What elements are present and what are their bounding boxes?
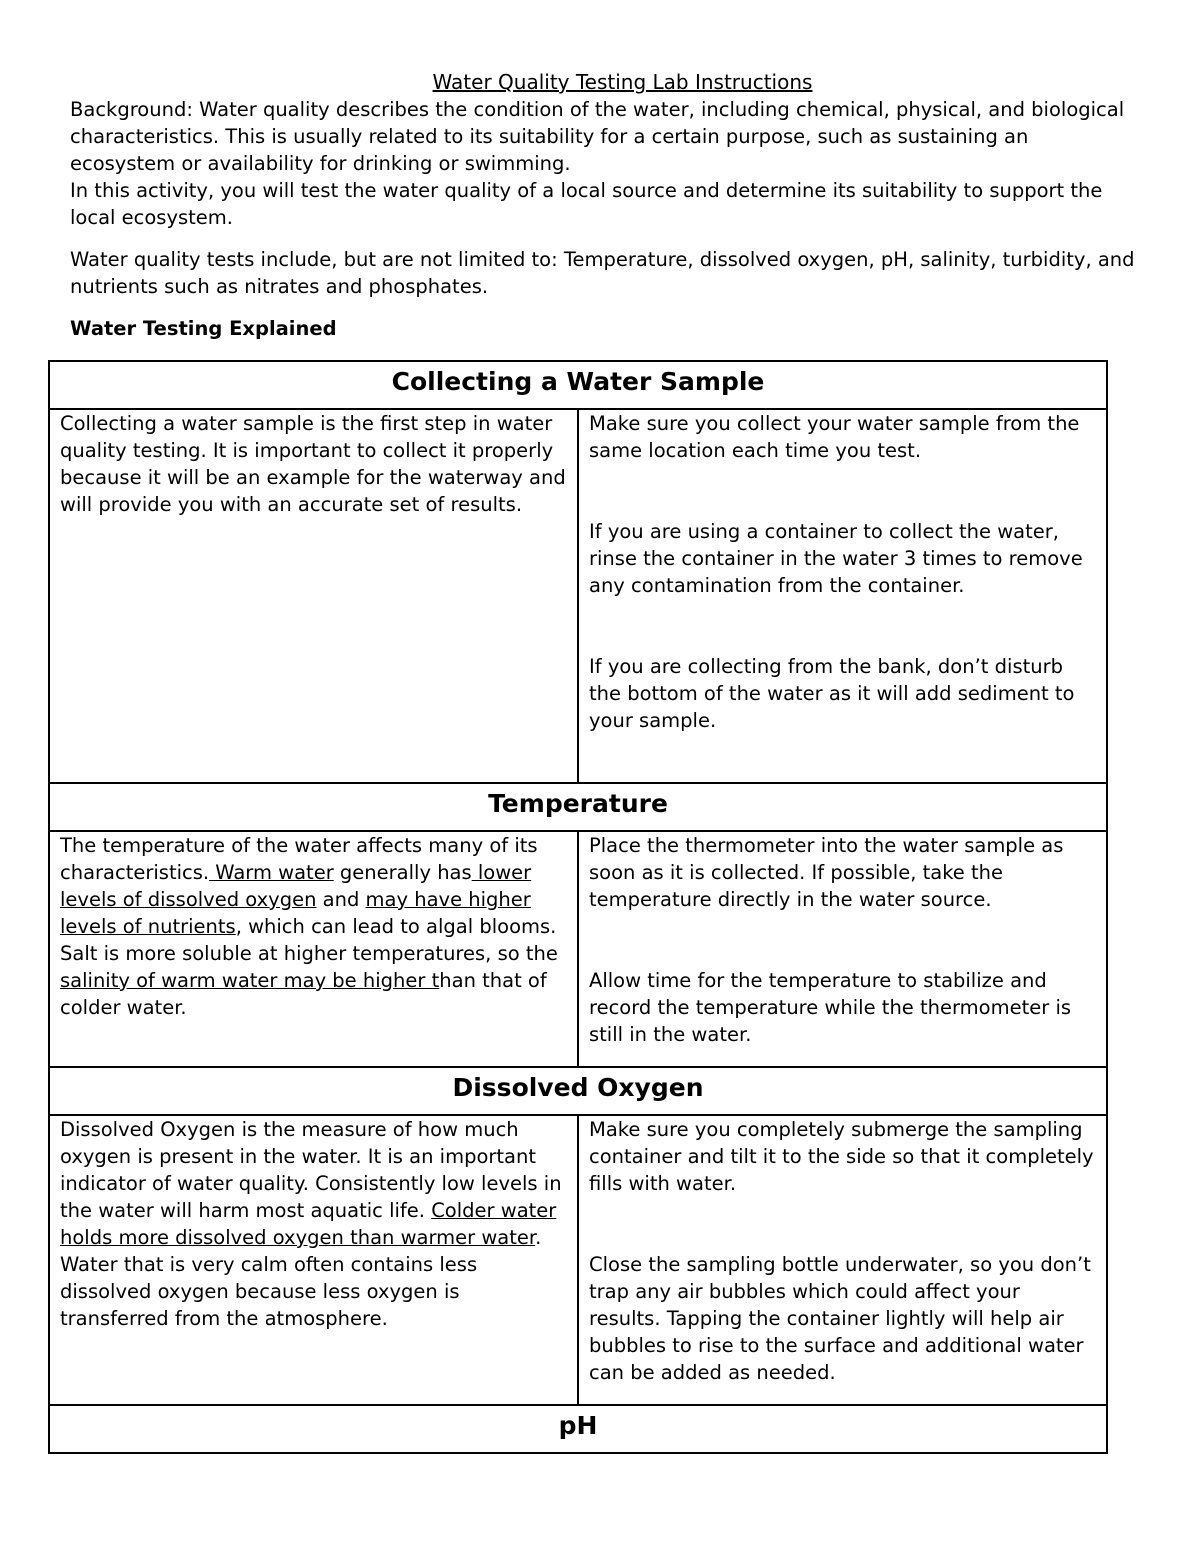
section-header-row: [49, 361, 1107, 409]
underlined-text: lower levels of dissolved oxygen: [60, 861, 532, 911]
water-testing-subheading: Water Testing Explained: [70, 317, 337, 340]
underlined-text: salinity of warm water may be higher t: [60, 969, 440, 992]
oxygen-heading: Dissolved Oxygen: [49, 1067, 1107, 1115]
section-header-row: [49, 1067, 1107, 1115]
tests-paragraph: Water quality tests include, but are not limited to: Temperature, dissolved oxygen, pH, salinity, turbidity, and nutrients such as nitrates and phosphates.: [70, 248, 1135, 298]
collecting-description: [49, 409, 578, 783]
text-run: Dissolved Oxygen is the measure of how much oxygen is present in the water. It is an important indicator of water quality. Consistently low levels in the water will harm most aquatic life.: [60, 1118, 562, 1222]
text-run: . Water that is very calm often contains less dissolved oxygen because less oxygen is transferred from the atmosphere.: [60, 1226, 542, 1330]
oxygen-instructions: [578, 1115, 1107, 1405]
ph-heading: pH: [49, 1405, 1107, 1453]
document-title: Water Quality Testing Lab Instructions: [432, 70, 813, 94]
section-header-row: [49, 1405, 1107, 1453]
text-run: , which can lead to algal blooms. Salt is more soluble at higher temperatures, so the: [60, 915, 558, 965]
underlined-text: Colder water holds more dissolved oxygen than warmer water: [60, 1199, 557, 1249]
text-run: and: [316, 888, 366, 911]
oxygen-row: [49, 1115, 1107, 1405]
text-run: The temperature of the water affects many of its characteristics.: [60, 834, 538, 884]
text-run: generally has: [333, 861, 472, 884]
collecting-heading: Collecting a Water Sample: [49, 361, 1107, 409]
temperature-instructions: [578, 831, 1107, 1067]
activity-paragraph: In this activity, you will test the water quality of a local source and determine its suitability to support the local ecosystem.: [70, 179, 1103, 229]
document-page: [70, 68, 1135, 342]
temperature-row: [49, 831, 1107, 1067]
underlined-text: Warm water: [209, 861, 334, 884]
oxygen-description: [49, 1115, 578, 1405]
temperature-step: Allow time for the temperature to stabilize and record the temperature while the thermometer is still in the water.: [589, 969, 1072, 1046]
collecting-step: Make sure you collect your water sample from the same location each time you test.: [589, 412, 1080, 462]
collecting-row: [49, 409, 1107, 783]
temperature-left-text: [60, 832, 567, 1021]
section-header-row: [49, 783, 1107, 831]
text-run: han that of colder water.: [60, 969, 547, 1019]
water-testing-table: [48, 360, 1108, 1454]
oxygen-step: Make sure you completely submerge the sampling container and tilt it to the side so that it completely fills with water.: [589, 1118, 1094, 1195]
background-paragraph: Background: Water quality describes the condition of the water, including chemical, physical, and biological characteristics. This is usually related to its suitability for a certain purpose, such as sustaining an ecosystem or availability for drinking or swimming.: [70, 98, 1125, 175]
collecting-left-text: Collecting a water sample is the first step in water quality testing. It is important to collect it properly because it will be an example for the waterway and will provide you with an accurate set of results.: [60, 412, 566, 516]
temperature-heading: Temperature: [49, 783, 1107, 831]
oxygen-left-text: [60, 1116, 567, 1332]
temperature-step: Place the thermometer into the water sample as soon as it is collected. If possible, take the temperature directly in the water source.: [589, 834, 1064, 911]
collecting-step: If you are collecting from the bank, don’t disturb the bottom of the water as it will add sediment to your sample.: [589, 655, 1075, 732]
collecting-instructions: [578, 409, 1107, 783]
underlined-text: may have higher levels of nutrients: [60, 888, 531, 938]
oxygen-step: Close the sampling bottle underwater, so you don’t trap any air bubbles which could affect your results. Tapping the container lightly will help air bubbles to rise to the surface and additional water can be added as needed.: [589, 1253, 1091, 1384]
temperature-description: [49, 831, 578, 1067]
collecting-step: If you are using a container to collect the water, rinse the container in the water 3 times to remove any contamination from the container.: [589, 520, 1083, 597]
